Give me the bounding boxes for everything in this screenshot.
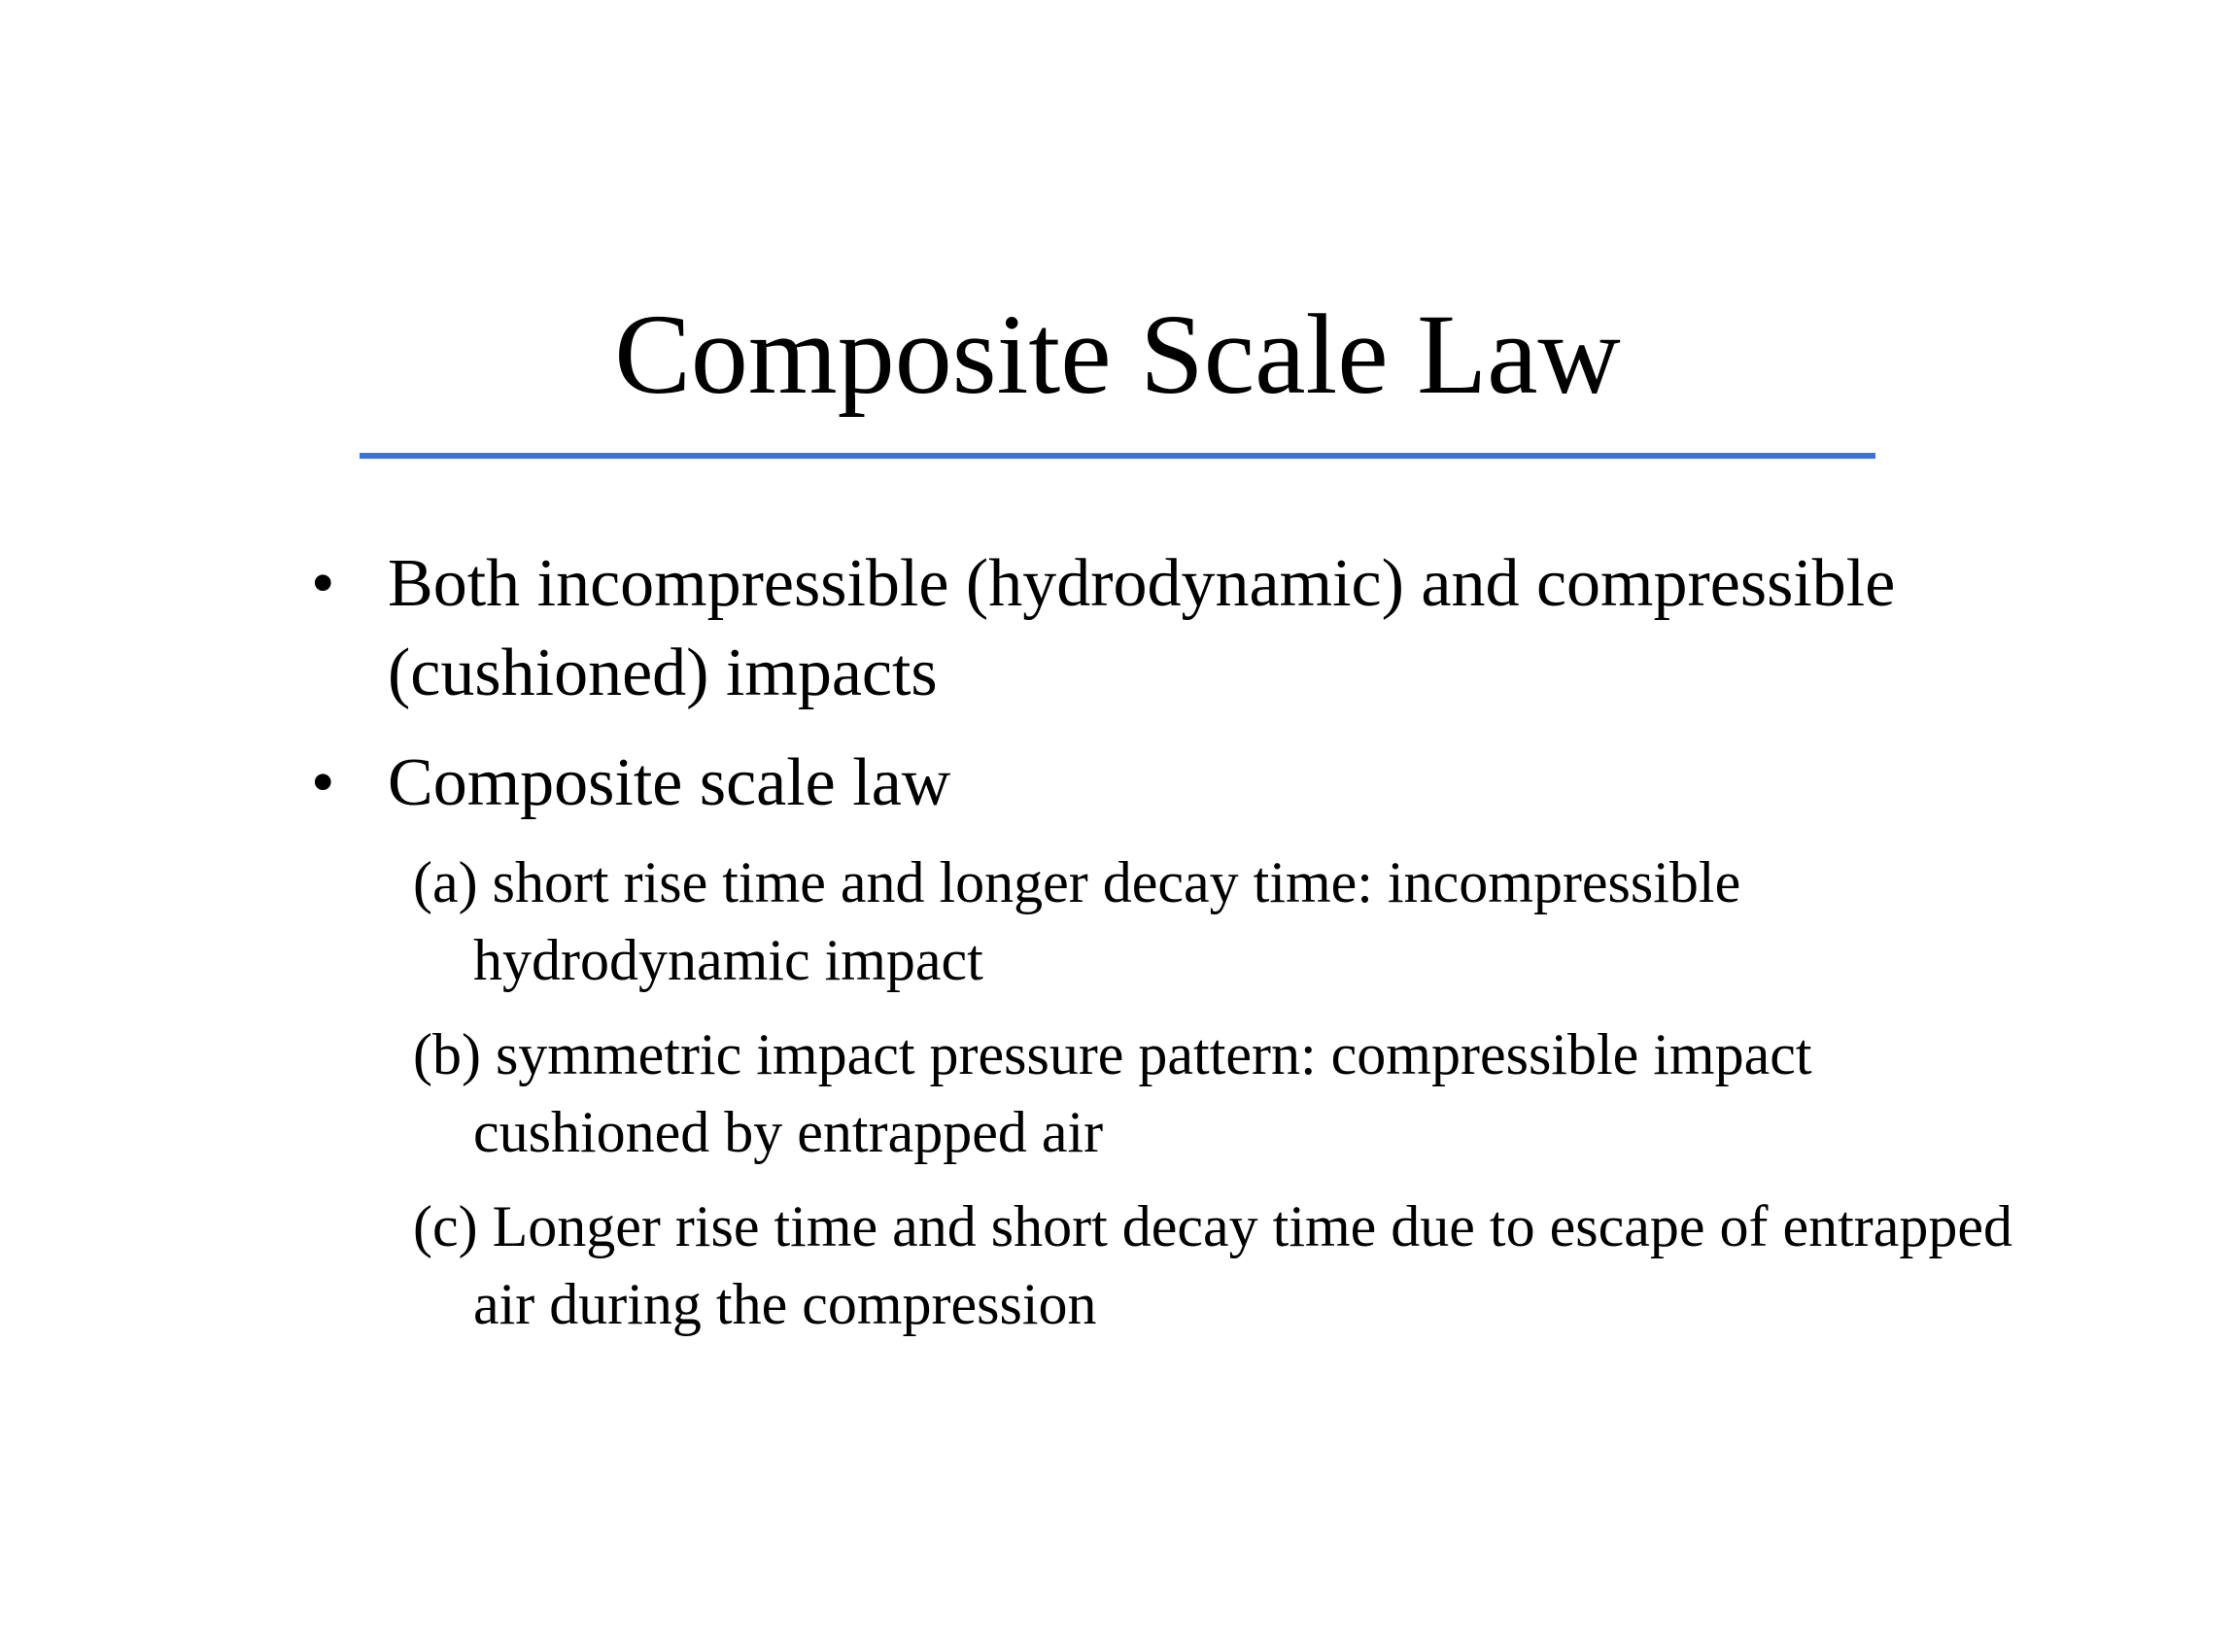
bullet-item	[311, 739, 1963, 828]
sub-item-c: (c) Longer rise time and short decay time due to escape of entrapped air during the compression	[413, 1194, 2012, 1336]
bullet-item	[311, 539, 1963, 718]
bullet-text: Composite scale law	[388, 745, 951, 820]
bullet-marker: •	[311, 546, 335, 621]
sub-item-a: (a) short rise time and longer decay time: incompressible hydrodynamic impact	[413, 850, 1741, 992]
title-underline	[360, 453, 1875, 459]
sub-item-b: (b) symmetric impact pressure pattern: compressible impact cushioned by entrapped air	[413, 1022, 1812, 1164]
slide-title: Composite Scale Law	[614, 291, 1621, 418]
bullet-marker: •	[311, 745, 335, 820]
bullet-text: Both incompressible (hydrodynamic) and compressible (cushioned) impacts	[388, 546, 1896, 710]
